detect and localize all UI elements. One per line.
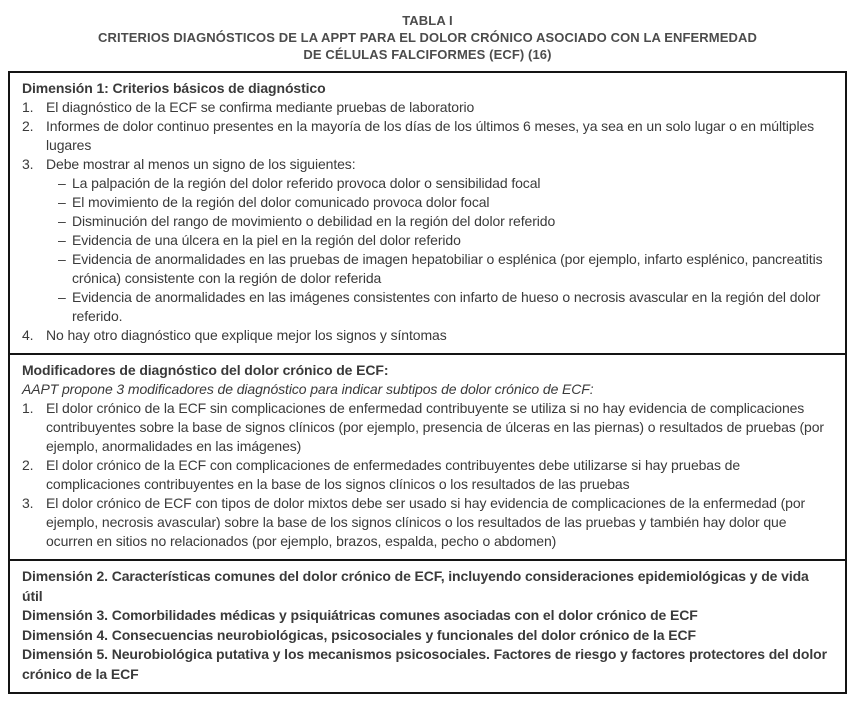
- section-modifiers: [10, 355, 845, 561]
- list-item: [22, 98, 833, 117]
- sub-list-item: [58, 250, 833, 288]
- sub-list-item-text: Evidencia de una úlcera en la piel en la región del dolor referido: [72, 232, 461, 248]
- section-dimensions-2-5: [10, 561, 845, 692]
- sub-list-item-text: Evidencia de anormalidades en las pruebas de imagen hepatobiliar o esplénica (por ejemplo, infarto esplénico, pancreatitis crónica) consistente con la región de dolor referida: [72, 251, 823, 286]
- list-item-text: El diagnóstico de la ECF se confirma mediante pruebas de laboratorio: [46, 99, 475, 115]
- signs-sublist: [58, 174, 833, 326]
- list-item: [22, 399, 833, 456]
- sub-list-item-text: El movimiento de la región del dolor comunicado provoca dolor focal: [72, 194, 490, 210]
- dash-marker: –: [58, 175, 66, 191]
- list-marker: 1.: [22, 99, 34, 115]
- dimension-5-line: Dimensión 5. Neurobiológica putativa y los mecanismos psicosociales. Factores de riesgo y factores protectores del dolor crónico de la ECF: [22, 646, 827, 682]
- list-marker: 4.: [22, 327, 34, 343]
- list-marker: 3.: [22, 495, 34, 511]
- list-marker: 1.: [22, 400, 34, 416]
- list-item: [22, 456, 833, 494]
- list-item-text: El dolor crónico de la ECF sin complicaciones de enfermedad contribuyente se utiliza si no hay evidencia de complicaciones contribuyentes sobre la base de signos clínicos (por ejemplo, presencia de úlceras en las piernas) o resultados de pruebas (por ejemplo, anormalidades en las imágenes): [46, 400, 824, 454]
- list-item-text: Debe mostrar al menos un signo de los siguientes:: [46, 156, 356, 172]
- dimension-2-line: Dimensión 2. Características comunes del dolor crónico de ECF, incluyendo consideraciones epidemiológicas y de vida útil: [22, 568, 809, 604]
- dash-marker: –: [58, 251, 66, 267]
- section-dimension-1: [10, 73, 845, 355]
- sub-list-item-text: La palpación de la región del dolor referido provoca dolor o sensibilidad focal: [72, 175, 541, 191]
- list-marker: 2.: [22, 457, 34, 473]
- sub-list-item: [58, 288, 833, 326]
- list-item-text: El dolor crónico de ECF con tipos de dolor mixtos debe ser usado si hay evidencia de complicaciones de la enfermedad (por ejemplo, necrosis avascular) sobre la base de los signos clínicos o los resultados de las pruebas y también hay dolor que ocurren en sitios no relacionados (por ejemplo, brazos, espalda, pecho o abdomen): [46, 495, 806, 549]
- table-label: TABLA I: [402, 13, 453, 28]
- list-item: [22, 155, 833, 174]
- list-item: [22, 117, 833, 155]
- section2-heading: Modificadores de diagnóstico del dolor crónico de ECF:: [22, 362, 389, 378]
- list-marker: 2.: [22, 118, 34, 134]
- sub-list-item: [58, 174, 833, 193]
- table-caption-line2: DE CÉLULAS FALCIFORMES (ECF) (16): [303, 47, 552, 62]
- dimension-4-line: Dimensión 4. Consecuencias neurobiológicas, psicosociales y funcionales del dolor crónico de la ECF: [22, 626, 696, 643]
- section2-intro: AAPT propone 3 modificadores de diagnóstico para indicar subtipos de dolor crónico de ECF:: [22, 381, 594, 397]
- dash-marker: –: [58, 194, 66, 210]
- list-item-text: No hay otro diagnóstico que explique mejor los signos y síntomas: [46, 327, 447, 343]
- dash-marker: –: [58, 289, 66, 305]
- dimension-3-line: Dimensión 3. Comorbilidades médicas y psiquiátricas comunes asociadas con el dolor crónico de ECF: [22, 607, 698, 623]
- dash-marker: –: [58, 213, 66, 229]
- sub-list-item: [58, 231, 833, 250]
- sub-list-item: [58, 193, 833, 212]
- list-item-text: El dolor crónico de la ECF con complicaciones de enfermedades contribuyentes debe utilizarse si hay pruebas de complicaciones contribuyentes en la base de los signos clínicos o los resultados de las pruebas: [46, 457, 741, 492]
- dash-marker: –: [58, 232, 66, 248]
- table-title: [8, 8, 847, 71]
- list-item: [22, 494, 833, 551]
- table-box: [8, 71, 847, 694]
- list-marker: 3.: [22, 156, 34, 172]
- section1-heading: Dimensión 1: Criterios básicos de diagnóstico: [22, 80, 326, 96]
- list-item-text: Informes de dolor continuo presentes en la mayoría de los días de los últimos 6 meses, ya sea en un solo lugar o en múltiples lugares: [46, 118, 815, 153]
- sub-list-item-text: Evidencia de anormalidades en las imágenes consistentes con infarto de hueso o necrosis avascular en la región del dolor referido.: [72, 289, 821, 324]
- list-item: [22, 326, 833, 345]
- table-caption-line1: CRITERIOS DIAGNÓSTICOS DE LA APPT PARA EL DOLOR CRÓNICO ASOCIADO CON LA ENFERMEDAD: [98, 30, 757, 45]
- sub-list-item: [58, 212, 833, 231]
- sub-list-item-text: Disminución del rango de movimiento o debilidad en la región del dolor referido: [72, 213, 556, 229]
